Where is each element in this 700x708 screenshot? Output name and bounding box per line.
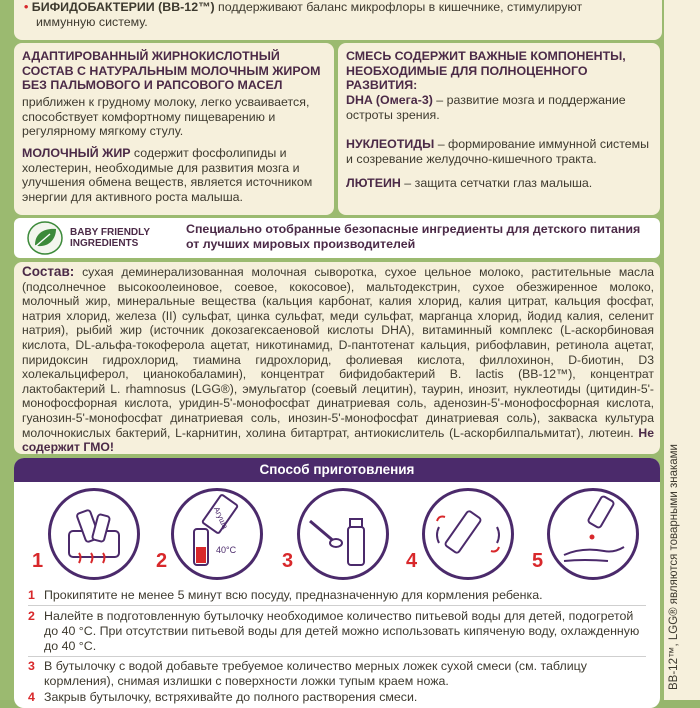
ingredients-description: Специально отобранные безопасные ингредиенты для детского питания от лучших мировых производителей [186,222,641,251]
step-3-add-powder-icon [297,488,389,580]
dha-text: DHA (Омега-3) – развитие мозга и поддержание остроты зрения. [346,93,626,122]
preparation-title: Способ приготовления [14,458,660,482]
step-2-number: 2 [156,550,168,572]
divider [28,605,646,606]
milk-fat-text: МОЛОЧНЫЙ ЖИР содержит фосфолипиды и холестерин, необходимые для развития мозга и улучшения обмена веществ, является источником энергии для активного роста малыша. [22,146,313,204]
composition-label: Состав: [22,264,75,279]
step-4-number: 4 [406,550,418,572]
divider [28,656,646,657]
composition-text: Состав: сухая деминерализованная молочная сыворотка, сухое цельное молоко, растительные масла (подсолнечное высокоолеиновое, соевое, кокосовое), мальтодекстрин, сухое обезжиренное молоко, молочный жир, минеральные вещества (кальция карбонат, калия хлорид, калия цитрат, кальция фосфат, натрия хлорид, железа (II) сульфат, цинка сульфат, меди сульфат, марганца хлорид, йодид калия, селенит натрия), рыбий жир (источник докозагексаеновой кислоты DHA), витаминный комплекс (L-аскорбиновая кислота, DL-альфа-токоферола ацетат, никотинамид, D-пантотенат кальция, рибофлавин, ретинола ацетат, пиридоксин гидрохлорид, тиамина гидрохлорид, фолиевая кислота, филлохинон, D-биотин, D3 холекальциферол, цианокобаламин), концентрат бифидобактерий B. lactis (BB-12™), концентрат лактобактерий L. rhamnosus (LGG®), эмульгатор (соевый лецитин), таурин, инозит, нуклеотиды (цитидин-5'-монофосфорная кислота, уридин-5'-монофосфат динатриевая соль, аденозин-5'-монофосфорная кислота, гуанозин-5'-монофосфат динатриевая соль, инозин-5'-монофосфат динатриевая соль), закваска культура молочнокислых бактерий, L-карнитин, холина битартрат, антиокислитель (L-аскорбилпальмитат), лютеин. Не содержит ГМО! [22,264,654,455]
side-panel [664,0,700,700]
baby-friendly-badge-bar [14,218,660,258]
trademark-vertical-text: BB-12™, LGG® являются товарными знаками [668,444,680,690]
nucleotides-text: НУКЛЕОТИДЫ – формирование иммунной системы и созревание желудочно-кишечного тракта. [346,137,650,166]
instruction-2: 2 Налейте в подготовленную бутылочку необходимое количество питьевой воды для детей, подогретой до 40 °С. При отсутствии питьевой воды для детей можно использовать кипяченую воду, охлажденную до 40 °С. [28,609,640,654]
instruction-1: 1 Прокипятите не менее 5 минут всю посуду, предназначенную для кормления ребенка. [28,588,543,602]
components-panel [338,43,660,215]
step-3-number: 3 [282,550,294,572]
baby-friendly-label: BABY FRIENDLY INGREDIENTS [70,227,151,249]
leaf-icon [26,220,64,256]
step-5-test-temperature-icon [547,488,639,580]
fat-composition-text: приближен к грудному молоку, легко усваивается, способствует комфортному пищеварению и регулярному мягкому стулу. [22,95,310,138]
step-1-number: 1 [32,550,44,572]
fat-composition-heading: АДАПТИРОВАННЫЙ ЖИРНОКИСЛОТНЫЙ СОСТАВ С НАТУРАЛЬНЫМ МОЛОЧНЫМ ЖИРОМ БЕЗ ПАЛЬМОВОГО И РАПСОВОГО МАСЕЛ [22,49,321,92]
preparation-panel [14,458,660,708]
step-1-boil-icon [48,488,140,580]
step-4-shake-icon [422,488,514,580]
lutein-text: ЛЮТЕИН – защита сетчатки глаз малыша. [346,176,593,190]
composition-panel [14,262,660,454]
top-info-strip [14,0,662,40]
bifidobacteria-text: • БИФИДОБАКТЕРИИ (BB-12™) поддерживают баланс микрофлоры в кишечнике, стимулируют иммунную систему. [24,0,583,29]
fat-composition-panel [14,43,334,215]
bifidobacteria-label: БИФИДОБАКТЕРИИ (BB-12™) [31,0,215,14]
svg-text:40°C: 40°C [216,545,237,555]
no-gmo-label: Не содержит ГМО! [22,425,654,455]
step-5-number: 5 [532,550,544,572]
svg-text:Агуша: Агуша [211,505,230,531]
instruction-4: 4 Закрыв бутылочку, встряхивайте до полного растворения смеси. [28,690,418,704]
components-heading: СМЕСЬ СОДЕРЖИТ ВАЖНЫЕ КОМПОНЕНТЫ, НЕОБХОДИМЫЕ ДЛЯ ПОЛНОЦЕННОГО РАЗВИТИЯ: [346,49,626,92]
step-2-pour-water-icon [171,488,263,580]
instruction-3: 3 В бутылочку с водой добавьте требуемое количество мерных ложек сухой смеси (см. таблицу кормления), снимая излишки с поверхности ложки тупым краем ножа. [28,659,587,689]
